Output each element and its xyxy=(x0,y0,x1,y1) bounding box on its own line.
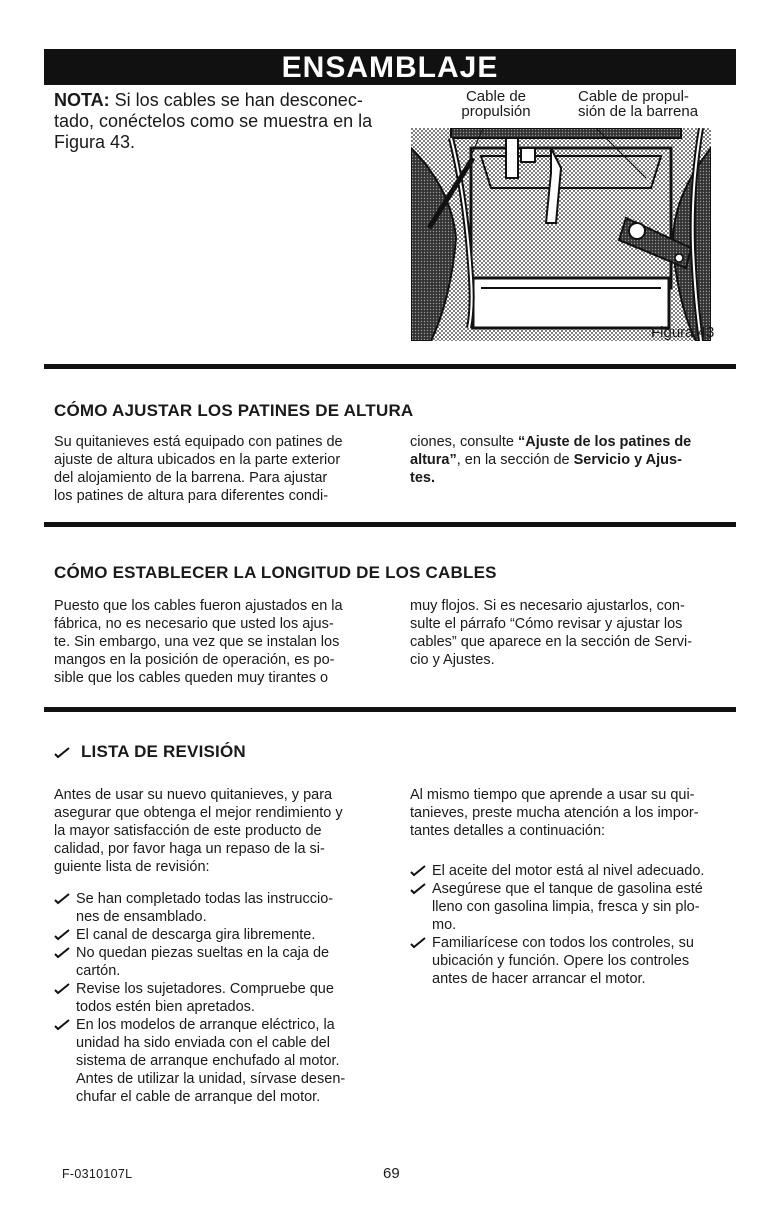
checkmark-icon xyxy=(54,747,70,759)
checkmark-icon xyxy=(410,937,426,949)
figure-caption-propulsion: Cable de propulsión xyxy=(461,88,531,120)
note-paragraph xyxy=(54,90,384,153)
checkmark-icon xyxy=(54,947,70,959)
figure-label: Figura 43 xyxy=(651,324,715,341)
section-cable-length-left-text: Puesto que los cables fueron ajustados en la fábrica, no es necesario que usted los ajus- te. Sin embargo, una vez que se instalan los mangos en la posición de operación, es po- sible que los cables queden muy tirantes o xyxy=(54,598,343,686)
checklist-item: Asegúrese que el tanque de gasolina esté lleno con gasolina limpia, fresca y sin plo- mo. xyxy=(410,880,740,934)
document-code: F-0310107L xyxy=(62,1167,133,1181)
figure-caption-auger: Cable de propul- sión de la barrena xyxy=(578,88,699,120)
checklist-item: Revise los sujetadores. Compruebe que todos estén bien apretados. xyxy=(54,980,384,1016)
note-label: NOTA: xyxy=(54,90,110,110)
section-heading-cable-length: CÓMO ESTABLECER LA LONGITUD DE LOS CABLES xyxy=(54,563,497,582)
page-title-banner: ENSAMBLAJE xyxy=(44,49,736,85)
section-heading-checklist: LISTA DE REVISIÓN xyxy=(54,742,246,762)
page-number: 69 xyxy=(383,1165,400,1182)
section-heading-skid-shoes: CÓMO AJUSTAR LOS PATINES DE ALTURA xyxy=(54,401,414,420)
checkmark-icon xyxy=(410,865,426,877)
note-line: Figura 43. xyxy=(54,132,136,152)
checklist-item: El aceite del motor está al nivel adecuado. xyxy=(410,862,740,880)
figure-43-illustration xyxy=(411,128,711,341)
snowblower-cables-drawing xyxy=(411,128,711,341)
checkmark-icon xyxy=(54,893,70,905)
note-line: Si los cables se han desconec- xyxy=(114,90,363,110)
note-line: tado, conéctelos como se muestra en la xyxy=(54,111,373,131)
checklist-right-column: Al mismo tiempo que aprende a usar su qui- tanieves, preste mucha atención a los impor- tantes detalles a continuación: El aceite del motor está al nivel adecuado. Asegúrese que el tanque de gasolina esté lleno con gasolina limpia, fresca y sin plo- mo. Familiarícese con todos los controles, su ubicación y función. Opere los controles antes de hacer arrancar el motor. xyxy=(410,786,740,988)
checkmark-icon xyxy=(54,929,70,941)
section-divider xyxy=(44,522,736,527)
checklist-item: En los modelos de arranque eléctrico, la unidad ha sido enviada con el cable del sistema de arranque enchufado al motor. Antes de utilizar la unidad, sírvase desen- chufar el cable de arranque del motor. xyxy=(54,1016,384,1106)
checklist-item: El canal de descarga gira libremente. xyxy=(54,926,384,944)
checklist-item: No quedan piezas sueltas en la caja de cartón. xyxy=(54,944,384,980)
checkmark-icon xyxy=(54,1019,70,1031)
checkmark-icon xyxy=(54,983,70,995)
section-divider xyxy=(44,364,736,369)
checklist-item: Familiarícese con todos los controles, su ubicación y función. Opere los controles antes de hacer arrancar el motor. xyxy=(410,934,740,988)
section-skid-shoes-right-text: ciones, consulte “Ajuste de los patines de altura”, en la sección de Servicio y Ajus- tes. xyxy=(410,434,692,486)
section-divider xyxy=(44,707,736,712)
checklist-left-column: Antes de usar su nuevo quitanieves, y para asegurar que obtenga el mejor rendimiento y la mayor satisfacción de este producto de calidad, por favor haga un repaso de la si- guiente lista de revisión: Se han completado todas las instruccio- nes de ensamblado. El canal de descarga gira libremente. No quedan piezas sueltas en la caja de cartón. Revise los sujetadores. Compruebe que todos estén bien apretados. En los modelos de arranque eléctrico, la unidad ha sido enviada con el cable del sistema de arranque enchufado al motor. Antes de utilizar la unidad, sírvase desen- chufar el cable de arranque del motor. xyxy=(54,786,384,1106)
checklist-item: Se han completado todas las instruccio- nes de ensamblado. xyxy=(54,890,384,926)
section-cable-length-right-text: muy flojos. Si es necesario ajustarlos, con- sulte el párrafo “Cómo revisar y ajustar los cables” que aparece en la sección de Servi- cio y Ajustes. xyxy=(410,598,693,668)
checkmark-icon xyxy=(410,883,426,895)
section-skid-shoes-left-text: Su quitanieves está equipado con patines de ajuste de altura ubicados en la parte exterior del alojamiento de la barrena. Para ajustar los patines de altura para diferentes condi- xyxy=(54,434,343,504)
